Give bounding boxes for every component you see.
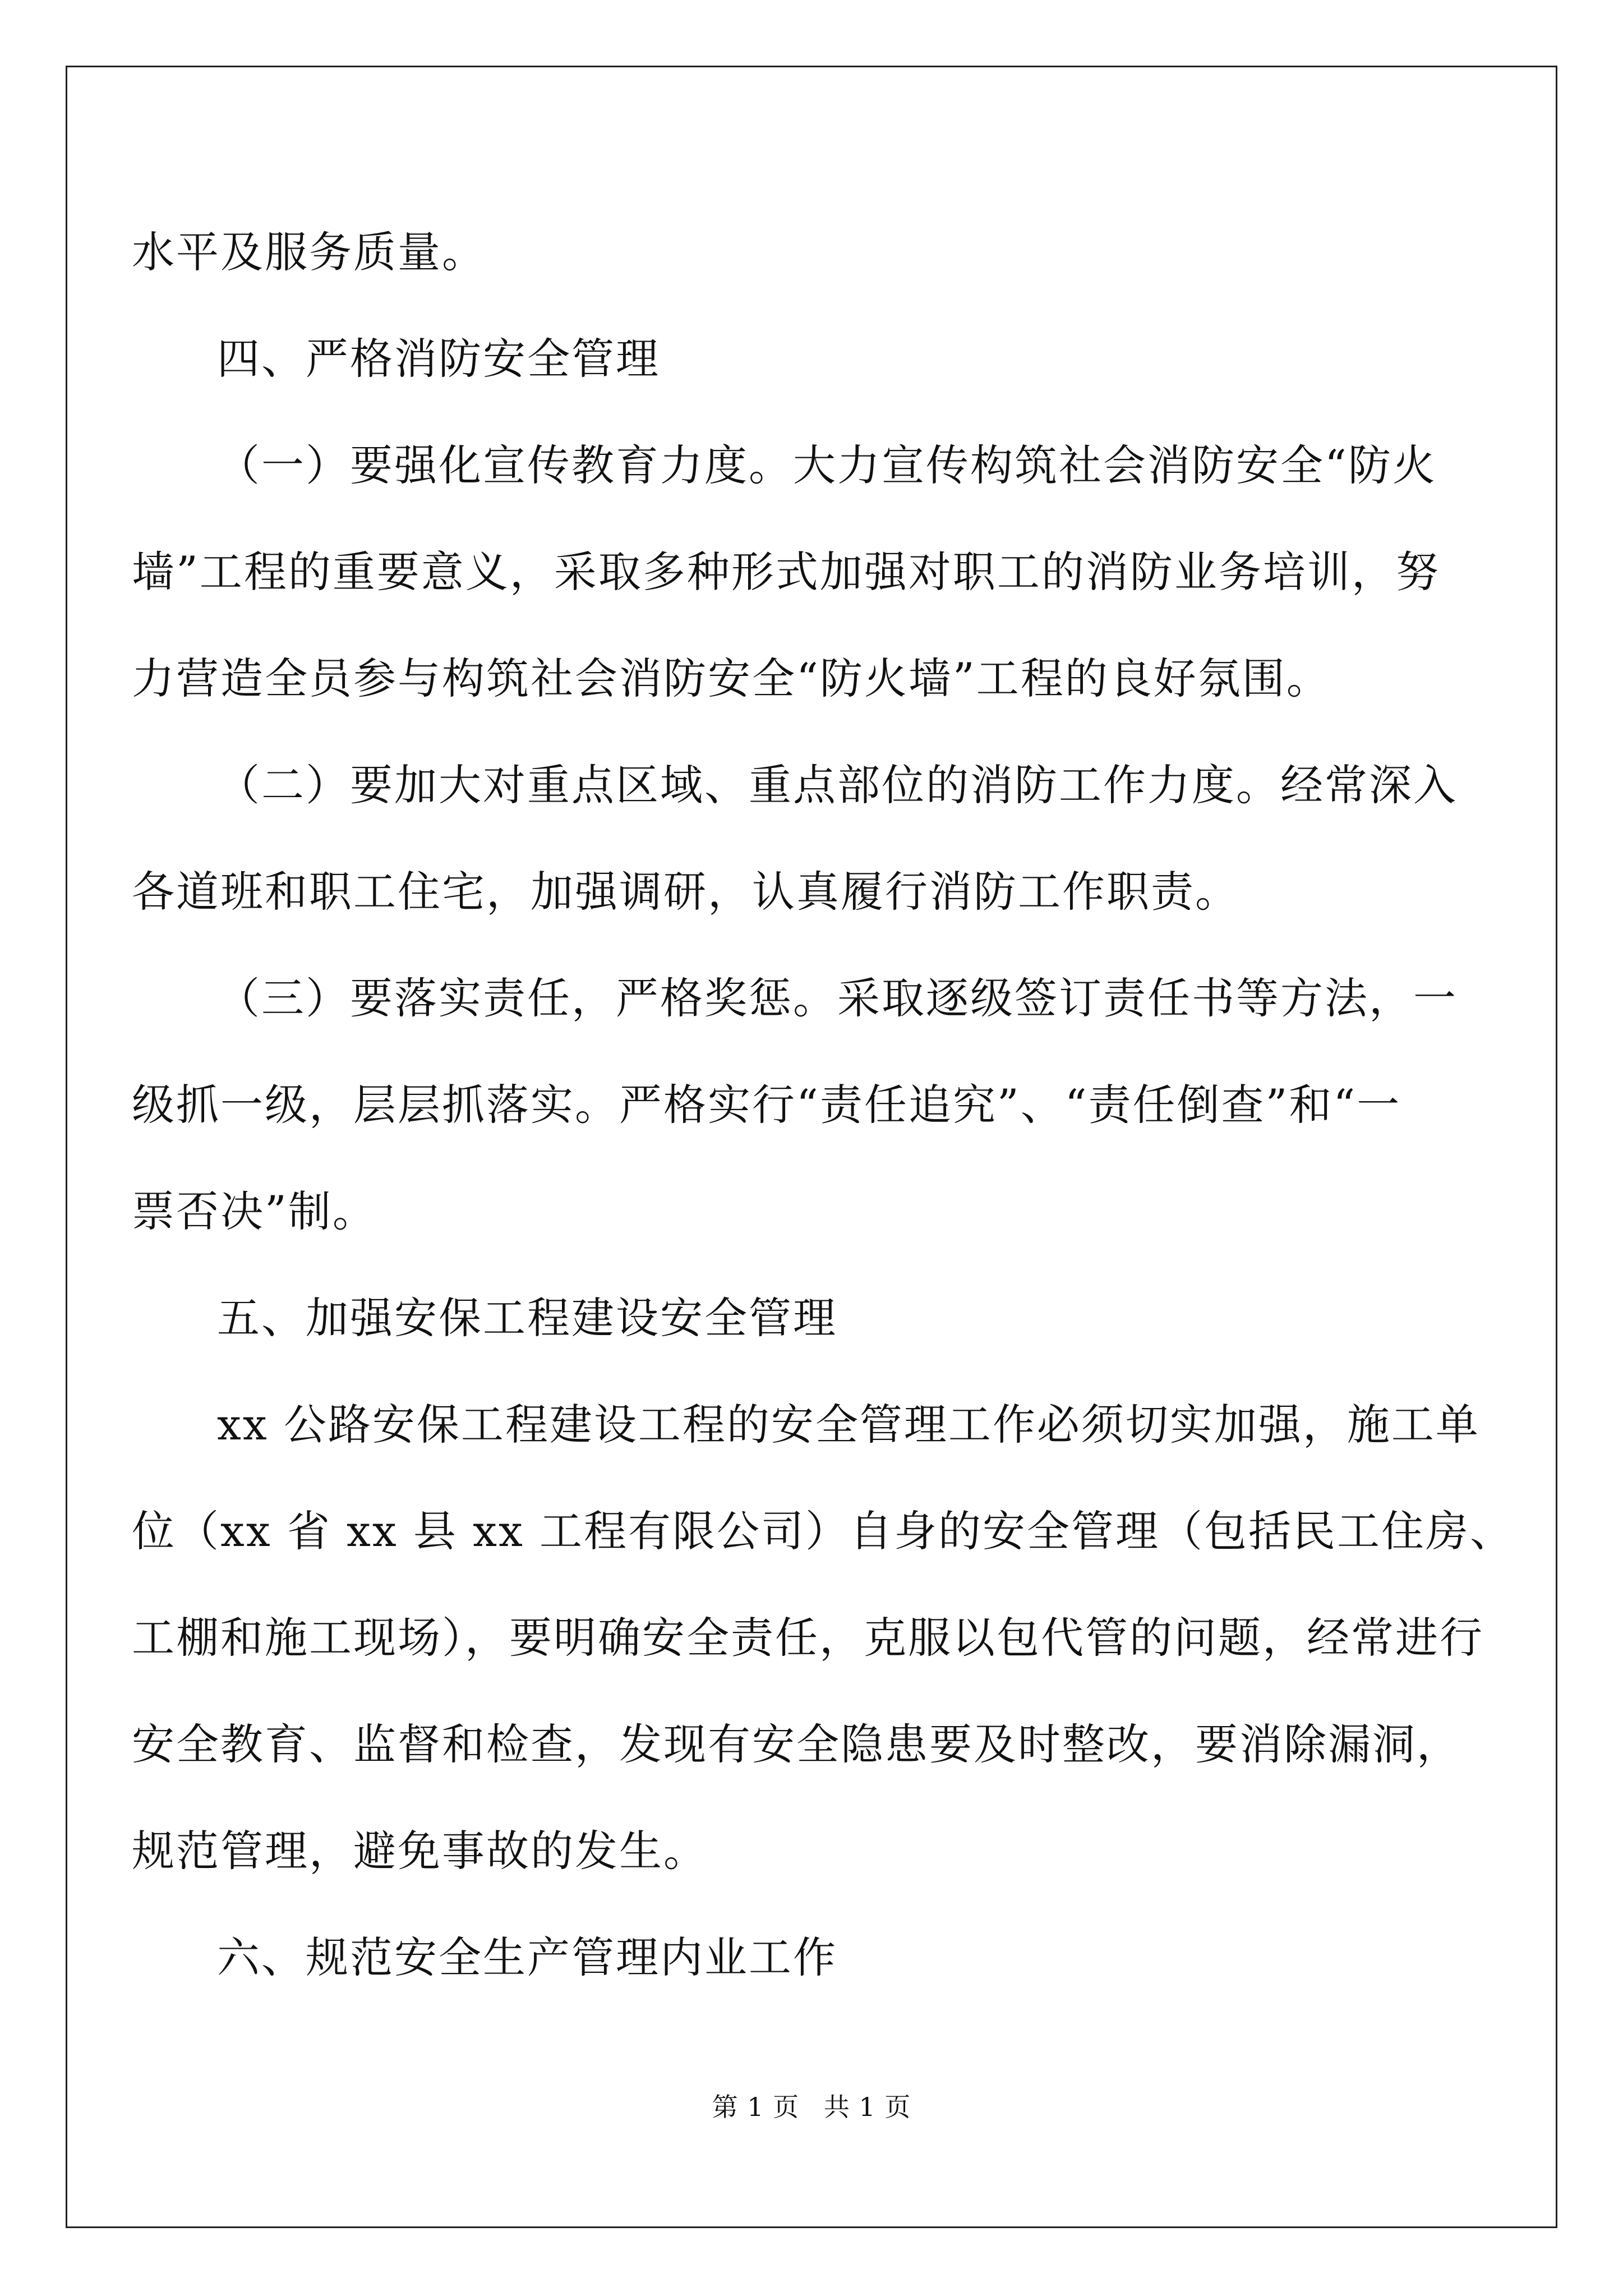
text-line: 水平及服务质量。 — [132, 227, 486, 277]
section-heading-6: 六、规范安全生产管理内业工作 — [217, 1932, 837, 1982]
section-heading-5: 五、加强安保工程建设安全管理 — [217, 1293, 837, 1343]
text-line: 各道班和职工住宅，加强调研，认真履行消防工作职责。 — [132, 867, 1239, 917]
text-line: （二）要加大对重点区域、重点部位的消防工作力度。经常深入 — [217, 760, 1458, 810]
text-line: 工棚和施工现场），要明确安全责任，克服以包代管的问题，经常进行 — [132, 1613, 1484, 1663]
text-line: （三）要落实责任，严格奖惩。采取逐级签订责任书等方法，一 — [217, 973, 1458, 1023]
page-number-total: 共 1 页 — [823, 2092, 911, 2122]
page-footer — [0, 2087, 1623, 2124]
text-line: 位（xx 省 xx 县 xx 工程有限公司）自身的安全管理（包括民工住房、 — [132, 1506, 1514, 1556]
text-line: 墙”工程的重要意义，采取多种形式加强对职工的消防业务培训，努 — [132, 547, 1440, 597]
text-line: 力营造全员参与构筑社会消防安全“防火墙”工程的良好氛围。 — [132, 654, 1331, 703]
text-line: 票否决”制。 — [132, 1186, 377, 1236]
text-line: 规范管理，避免事故的发生。 — [132, 1826, 708, 1876]
text-block — [132, 199, 1514, 2011]
text-line: （一）要强化宣传教育力度。大力宣传构筑社会消防安全“防火 — [217, 440, 1437, 490]
text-line: 安全教育、监督和检查，发现有安全隐患要及时整改，要消除漏洞， — [132, 1719, 1461, 1769]
page-number-current: 第 1 页 — [712, 2092, 800, 2122]
section-heading-4: 四、严格消防安全管理 — [217, 334, 660, 384]
text-line: xx 公路安保工程建设工程的安全管理工作必须切实加强，施工单 — [217, 1400, 1480, 1450]
document-body — [132, 199, 1514, 2011]
text-line: 级抓一级，层层抓落实。严格实行“责任追究”、“责任倒查”和“一 — [132, 1080, 1401, 1130]
